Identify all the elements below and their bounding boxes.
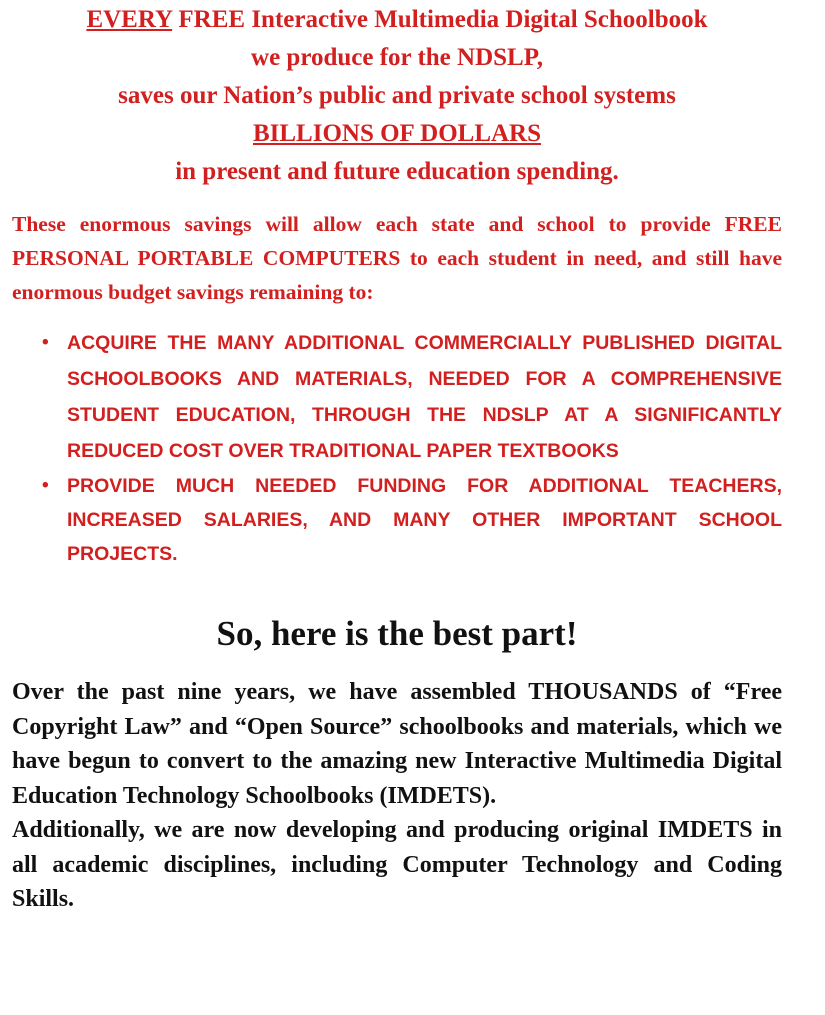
headline-line-2: we produce for the NDSLP, bbox=[251, 44, 543, 71]
headline-billions: BILLIONS OF DOLLARS bbox=[252, 120, 542, 147]
benefits-list bbox=[12, 325, 782, 571]
body-paragraph-2: Additionally, we are now developing and producing original IMDETS in all academic disciplines, including Computer Technology and Coding Skills. bbox=[12, 817, 782, 912]
body-paragraph-1: Over the past nine years, we have assembled THOUSANDS of “Free Copyright Law” and “Open Source” schoolbooks and materials, which we have begun to convert to the amazing new Interactive Multimedia Digital Education Technology Schoolbooks (IMDETS). bbox=[12, 679, 782, 809]
benefit-item-acquire bbox=[12, 325, 782, 469]
savings-paragraph: These enormous savings will allow each state and school to provide FREE PERSONAL PORTABLE COMPUTERS to each student in need, and still have enormous budget savings remaining to: bbox=[12, 212, 782, 304]
bullet-icon: • bbox=[42, 475, 49, 496]
benefit-item-funding bbox=[12, 469, 782, 571]
best-part-heading: So, here is the best part! bbox=[216, 614, 578, 653]
headline-line-1 bbox=[12, 1, 782, 39]
headline-every: EVERY bbox=[86, 6, 173, 33]
bullet-icon: • bbox=[42, 332, 49, 353]
headline-line-3: saves our Nation’s public and private school systems bbox=[118, 82, 676, 109]
document-page bbox=[12, 0, 782, 917]
headline-line-1-rest: FREE Interactive Multimedia Digital Schoolbook bbox=[172, 6, 708, 33]
headline-line-4 bbox=[12, 115, 782, 153]
headline-line-5: in present and future education spending. bbox=[175, 158, 619, 185]
benefit-text: PROVIDE MUCH NEEDED FUNDING FOR ADDITIONAL TEACHERS, INCREASED SALARIES, AND MANY OTHER IMPORTANT SCHOOL PROJECTS. bbox=[67, 475, 782, 565]
body-text-block bbox=[12, 675, 782, 917]
benefit-text: ACQUIRE THE MANY ADDITIONAL COMMERCIALLY PUBLISHED DIGITAL SCHOOLBOOKS AND MATERIALS, NEEDED FOR A COMPREHENSIVE STUDENT EDUCATION, THROUGH THE NDSLP AT A SIGNIFICANTLY REDUCED COST OVER TRADITIONAL PAPER TEXTBOOKS bbox=[67, 332, 782, 462]
headline-block bbox=[12, 0, 782, 191]
